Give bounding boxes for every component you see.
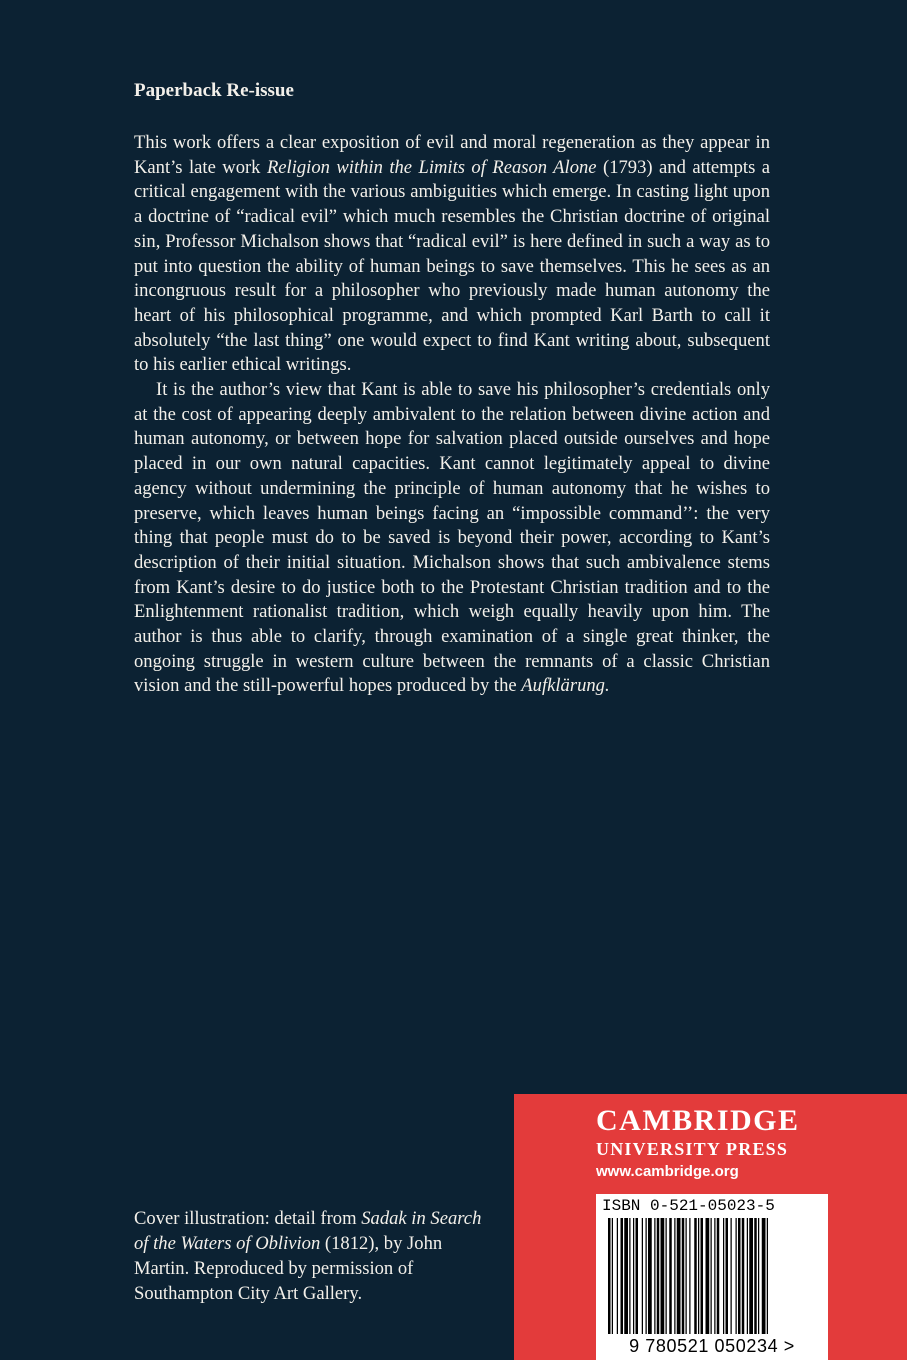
- barcode-bar: [689, 1218, 690, 1334]
- heading-paperback-reissue: Paperback Re-issue: [134, 80, 294, 101]
- term-aufklarung: Aufklärung.: [521, 675, 610, 697]
- credit-text-a: Cover illustration: detail from: [134, 1208, 362, 1229]
- barcode-bar: [682, 1218, 685, 1334]
- blurb-paragraph-1: [134, 131, 770, 378]
- barcode-bar: [648, 1218, 652, 1334]
- barcode-bar: [633, 1218, 634, 1334]
- publisher-subtitle: UNIVERSITY PRESS: [596, 1139, 789, 1159]
- blurb-text: [134, 131, 770, 699]
- barcode-bar: [636, 1218, 639, 1334]
- barcode-bar: [617, 1218, 618, 1334]
- isbn-label: ISBN 0-521-05023-5: [602, 1197, 775, 1215]
- barcode-bar: [726, 1218, 729, 1334]
- barcode-bar: [747, 1218, 748, 1334]
- publisher-url: www.cambridge.org: [596, 1163, 739, 1180]
- publisher-panel: [514, 1094, 907, 1360]
- barcode-bar: [654, 1218, 655, 1334]
- barcode-bar: [749, 1218, 753, 1334]
- blurb-p1-text-a: This work offers a clear exposition of evil and moral regeneration as they appear in Kant’s late work: [134, 132, 770, 178]
- publisher-name: CAMBRIDGE: [596, 1104, 800, 1137]
- barcode-bar: [742, 1218, 745, 1334]
- barcode-bar: [698, 1218, 699, 1334]
- barcode-bar: [731, 1218, 732, 1334]
- barcode-bar: [723, 1218, 724, 1334]
- barcode-bar: [661, 1218, 665, 1334]
- barcode-bar: [717, 1218, 720, 1334]
- barcode-bar: [646, 1218, 647, 1334]
- barcode-bar: [666, 1218, 667, 1334]
- ean-number: 9 780521 050234 >: [629, 1336, 795, 1356]
- blurb-p2-text-a: It is the author’s view that Kant is able to save his philosopher’s credentials only at the cost of appearing deeply ambivalent to the relation between divine action and human autonomy, or between hope for salvation placed outside ourselves and hope placed in our own natural capacities. Kant cannot legitimately appeal to divine agency without undermining the principle of human autonomy that he wishes to preserve, which leaves human beings facing an “impossible command’’: the very thing that people must do to be saved is beyond their power, according to Kant’s description of their initial situation. Michalson shows that such ambivalence stems from Kant’s desire to do justice both to the Protestant Christian tradition and to the Enlightenment rationalist tradition, which weigh equally heavily upon him. The author is thus able to clarify, through examination of a single great thinker, the ongoing struggle in western culture between the remnants of a classic Christian vision and the still-powerful hopes produced by the: [134, 379, 770, 697]
- barcode-bar: [738, 1218, 741, 1334]
- barcode-bar: [657, 1218, 660, 1334]
- barcode-bar: [736, 1218, 737, 1334]
- barcode-bar: [674, 1218, 675, 1334]
- barcode-bar: [608, 1218, 611, 1334]
- cover-illustration-credit: [134, 1206, 499, 1306]
- barcode-bar: [629, 1218, 630, 1334]
- barcode-bar: [706, 1218, 710, 1334]
- barcode-bar: [714, 1218, 715, 1334]
- blurb-paragraph-2: [134, 378, 770, 699]
- barcode-bar: [669, 1218, 672, 1334]
- barcode-bar: [754, 1218, 757, 1334]
- barcode-bar: [612, 1218, 613, 1334]
- barcode-bar: [762, 1218, 766, 1334]
- barcode-bar: [686, 1218, 687, 1334]
- barcode-bar: [701, 1218, 704, 1334]
- barcode-bar: [624, 1218, 628, 1334]
- barcode-bar: [711, 1218, 712, 1334]
- barcode-bar: [767, 1218, 768, 1334]
- book-title-religion: Religion within the Limits of Reason Alone: [266, 156, 597, 178]
- barcode-bar: [642, 1218, 643, 1334]
- credit-text-b: (1812), by John Martin. Reproduced by permission of Southampton City Art Gallery.: [134, 1233, 443, 1304]
- barcode-bar: [677, 1218, 681, 1334]
- barcode-bar: [694, 1218, 697, 1334]
- painting-title: Sadak in Search of the Waters of Oblivion: [134, 1208, 482, 1254]
- barcode-bar: [621, 1218, 624, 1334]
- barcode-bar: [758, 1218, 759, 1334]
- blurb-p1-text-b: (1793) and attempts a critical engagement with the various ambiguities which emerge. In casting light upon a doctrine of “radical evil” which much resembles the Christian doctrine of original sin, Professor Michalson shows that “radical evil” is here defined in such a way as to put into question the ability of human beings to save themselves. This he sees as an incongruous result for a philosopher who previously made human autonomy the heart of his philosophical programme, and which prompted Karl Barth to call it absolutely “the last thing” one would expect to find Kant writing about, subsequent to his earlier ethical writings.: [134, 156, 771, 376]
- isbn-barcode: [596, 1194, 828, 1360]
